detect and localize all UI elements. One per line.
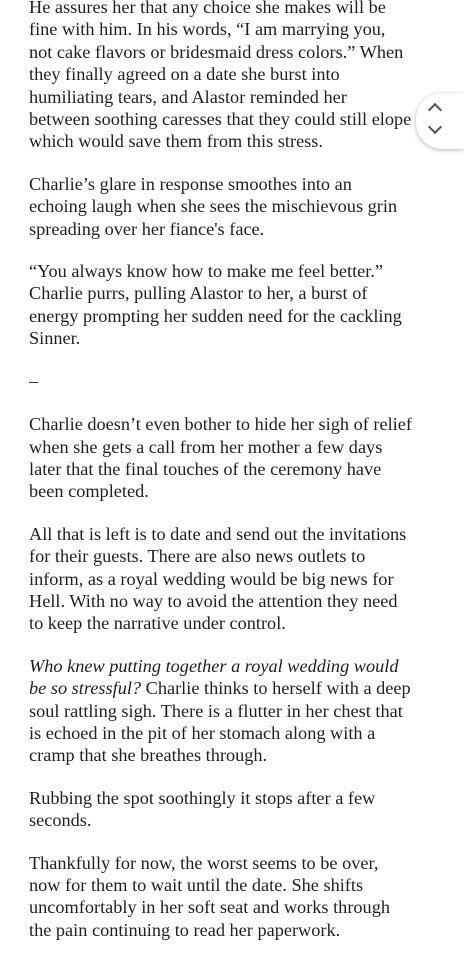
paragraph-line: which would save them from this stress. [29,131,323,152]
chevron-down-icon[interactable] [428,120,442,134]
paragraph-line: He assures her that any choice she makes will be [29,0,386,17]
paragraph-line: between soothing caresses that they could still elope [29,109,412,130]
paragraph-line: is echoed in the pit of her stomach along with a [29,722,376,743]
paragraph-line: Charlie purrs, pulling Alastor to her, a burst of [29,283,368,304]
paragraph-8 [29,852,431,942]
paragraph-line: seconds. [29,810,92,831]
paragraph-line: soul rattling sigh. There is a flutter in her chest that [29,700,403,721]
paragraph-6 [29,655,431,767]
paragraph-line: Charlie doesn’t even bother to hide her sigh of relief [29,414,412,435]
paragraph-line: uncomfortably in her soft seat and works through [29,897,390,918]
paragraph-line: now for them to wait until the date. She shifts [29,875,364,895]
paragraph-line [29,677,431,699]
paragraph-5 [29,523,431,635]
paragraph-4 [29,413,431,503]
paragraph-line: they finally agreed on a date she burst into [29,64,340,85]
paragraph-line: spreading over her fiance's face. [29,218,265,239]
paragraph-2 [29,173,431,240]
paragraph-line: Thankfully for now, the worst seems to be over, [29,852,379,873]
chevron-up-icon[interactable] [428,103,442,117]
paragraph-line: Hell. With no way to avoid the attention they need [29,590,398,611]
paragraph-line: the pain continuing to read her paperwork. [29,919,341,940]
paragraph-line: Sinner. [29,328,81,349]
scene-separator: – [29,370,39,391]
page-scroll-control[interactable] [416,93,464,149]
paragraph-text: Charlie thinks to herself with a deep [141,678,411,699]
italic-thought-text: be so stressful? [29,678,142,699]
paragraph-7 [29,787,431,832]
paragraph-line: for their guests. There are also news outlets to [29,546,366,567]
paragraph-line: “You always know how to make me feel better.” [29,261,384,282]
paragraph-line: Rubbing the spot soothingly it stops after a few [29,787,376,808]
paragraph-line: cramp that she breathes through. [29,745,268,766]
paragraph-line: Charlie’s glare in response smoothes into an [29,173,352,194]
paragraph-line: inform, as a royal wedding would be big news for [29,568,394,589]
paragraph-line: been completed. [29,481,149,502]
paragraph-line: to keep the narrative under control. [29,613,286,634]
paragraph-line: when she gets a call from her mother a few days [29,436,383,457]
paragraph-1 [29,0,431,153]
paragraph-line: not cake flavors or bridesmaid dress colors.” When [29,41,404,62]
paragraph-line: later that the final touches of the ceremony have [29,458,382,479]
paragraph-line: humiliating tears, and Alastor reminded her [29,86,347,107]
paragraph-3 [29,260,431,350]
paragraph-line: energy prompting her sudden need for the cackling [29,305,402,326]
story-text [29,0,431,961]
italic-thought-line: Who knew putting together a royal wedding would [29,655,399,676]
paragraph-line: All that is left is to date and send out the invitations [29,523,407,544]
paragraph-line: fine with him. In his words, “I am marrying you, [29,19,386,40]
paragraph-line: echoing laugh when she sees the mischievous grin [29,196,398,217]
